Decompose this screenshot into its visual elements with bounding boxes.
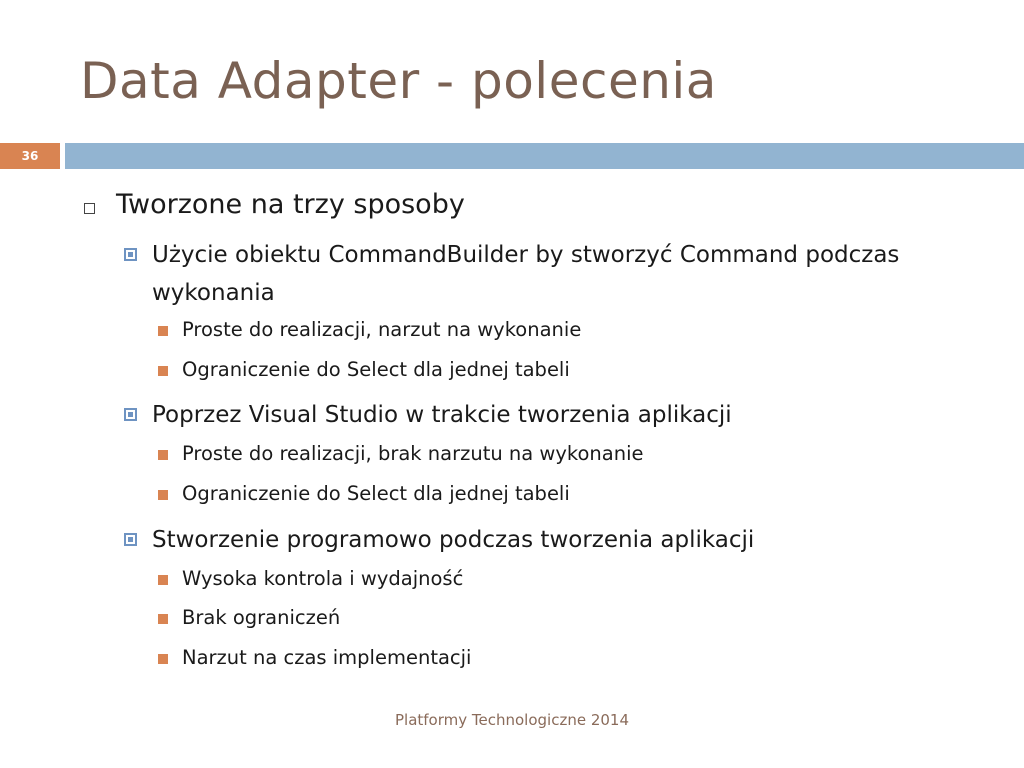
list-item: Ograniczenie do Select dla jednej tabeli (182, 482, 570, 505)
square-bullet-icon (158, 614, 168, 624)
square-bullet-icon (158, 490, 168, 500)
list-item: Użycie obiektu CommandBuilder by stworzyć Command podczas wykonania (152, 242, 900, 306)
square-bullet-icon (158, 575, 168, 585)
list-item: Poprzez Visual Studio w trakcie tworzenia aplikacji (152, 402, 732, 428)
list-item: Ograniczenie do Select dla jednej tabeli (182, 358, 570, 381)
framed-square-bullet-icon (124, 248, 137, 261)
accent-bar (65, 143, 1024, 169)
list-item: Brak ograniczeń (182, 606, 341, 629)
header-bar (0, 143, 1024, 169)
square-bullet-icon (158, 654, 168, 664)
framed-square-bullet-icon (124, 533, 137, 546)
square-bullet-icon (158, 326, 168, 336)
list-item: Wysoka kontrola i wydajność (182, 567, 464, 590)
slide-number: 36 (0, 143, 60, 169)
hollow-square-bullet-icon (84, 203, 95, 214)
square-bullet-icon (158, 450, 168, 460)
list-item: Stworzenie programowo podczas tworzenia aplikacji (152, 527, 755, 553)
list-item: Proste do realizacji, narzut na wykonanie (182, 318, 582, 341)
framed-square-bullet-icon (124, 408, 137, 421)
list-item: Tworzone na trzy sposoby (116, 189, 465, 220)
square-bullet-icon (158, 366, 168, 376)
slide-footer: Platformy Technologiczne 2014 (394, 711, 630, 729)
slide-title: Data Adapter - polecenia (80, 52, 717, 110)
list-item: Narzut na czas implementacji (182, 646, 472, 669)
list-item: Proste do realizacji, brak narzutu na wykonanie (182, 442, 644, 465)
